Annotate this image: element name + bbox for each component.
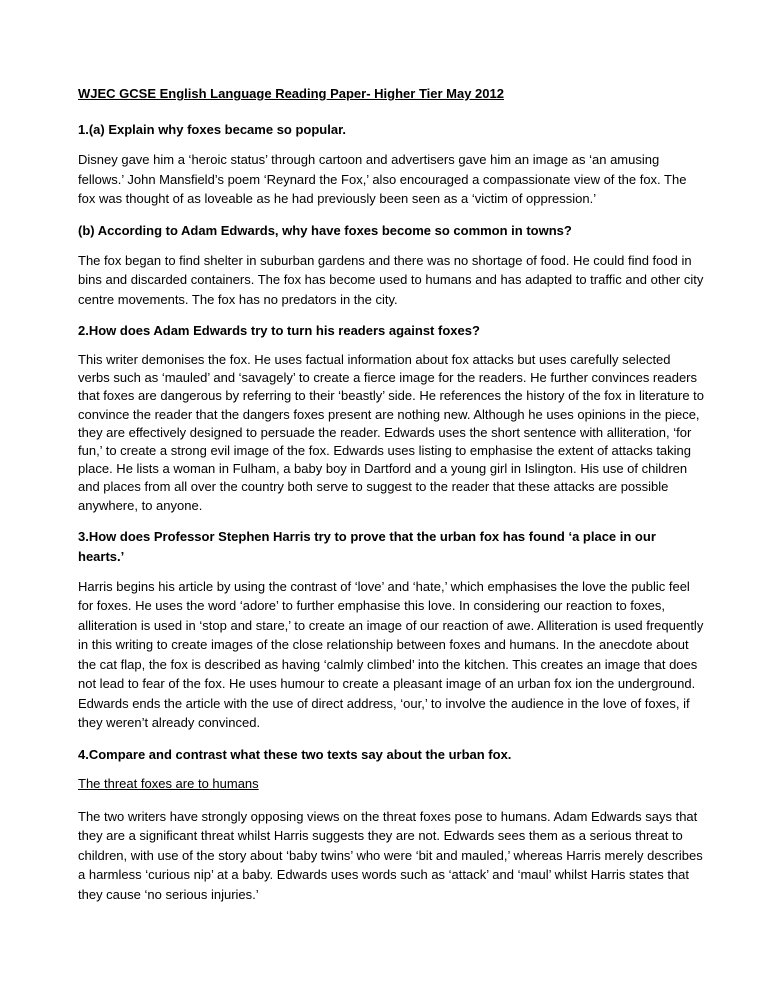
section-subheading: The threat foxes are to humans	[78, 775, 259, 791]
section-q4	[78, 745, 704, 905]
section-q3	[78, 527, 704, 733]
document-title: WJEC GCSE English Language Reading Paper- Higher Tier May 2012	[78, 86, 504, 101]
answer-paragraph: Disney gave him a ‘heroic status’ through cartoon and advertisers gave him an image as ‘an amusing fellows.’ John Mansfield’s poem ‘Reynard the Fox,’ also encouraged a compassionate view of the fox. The fox was thought of as loveable as he had previously been seen as a ‘victim of oppression.’	[78, 152, 687, 206]
question-heading: 2.How does Adam Edwards try to turn his readers against foxes?	[78, 323, 480, 338]
answer-paragraph: Harris begins his article by using the contrast of ‘love’ and ‘hate,’ which emphasises the love the public feel for foxes. He uses the word ‘adore’ to further emphasise this love. In considering our reaction to foxes, alliteration is used in ‘stop and stare,’ to create an image of our reaction of awe. Alliteration is used frequently in this writing to create images of the close relationship between foxes and humans. In the anecdote about the cat flap, the fox is described as having ‘calmly climbed’ into the kitchen. This creates an image that does not lead to fear of the fox. He uses humour to create a pleasant image of an urban fox ion the underground. Edwards ends the article with the use of direct address, ‘our,’ to involve the audience in the love of foxes, if they weren’t already convinced.	[78, 578, 704, 731]
question-heading: 3.How does Professor Stephen Harris try to prove that the urban fox has found ‘a place in our hearts.’	[78, 528, 656, 564]
document-page	[78, 86, 704, 916]
section-q1b	[78, 221, 704, 310]
answer-paragraph: The fox began to find shelter in suburban gardens and there was no shortage of food. He could find food in bins and discarded containers. The fox has become used to humans and has adapted to traffic and other city centre movements. The fox has no predators in the city.	[78, 252, 704, 307]
question-heading: 1.(a) Explain why foxes became so popular.	[78, 122, 347, 137]
section-q1a	[78, 120, 704, 209]
answer-paragraph: This writer demonises the fox. He uses factual information about fox attacks but uses carefully selected verbs such as ‘mauled’ and ‘savagely’ to create a fierce image for the readers. He further convinces readers that foxes are dangerous by referring to their ‘beastly’ side. He references the history of the fox in literature to convince the reader that the dangers foxes present are nothing new. Although he uses opinions in the piece, they are effectively designed to persuade the reader. Edwards uses the short sentence with alliteration, ‘for fun,’ to create a strong evil image of the fox. Edwards uses listing to emphasise the extent of attacks taking place. He lists a woman in Fulham, a baby boy in Dartford and a young girl in Islington. His use of children and places from all over the country both serve to suggest to the reader that these attacks are possible anywhere, to anyone.	[78, 352, 705, 513]
answer-paragraph: The two writers have strongly opposing views on the threat foxes pose to humans. Adam Edwards says that they are a significant threat whilst Harris suggests they are not. Edwards sees them as a serious threat to children, with use of the story about ‘baby twins’ who were ‘bit and mauled,’ whereas Harris merely describes a harmless ‘curious nip’ at a baby. Edwards uses words such as ‘attack’ and ‘maul’ whilst Harris states that they cause ‘no serious injuries.’	[78, 808, 703, 902]
section-q2	[78, 321, 704, 515]
question-heading: (b) According to Adam Edwards, why have foxes become so common in towns?	[78, 222, 572, 238]
question-heading: 4.Compare and contrast what these two texts say about the urban fox.	[78, 746, 512, 762]
